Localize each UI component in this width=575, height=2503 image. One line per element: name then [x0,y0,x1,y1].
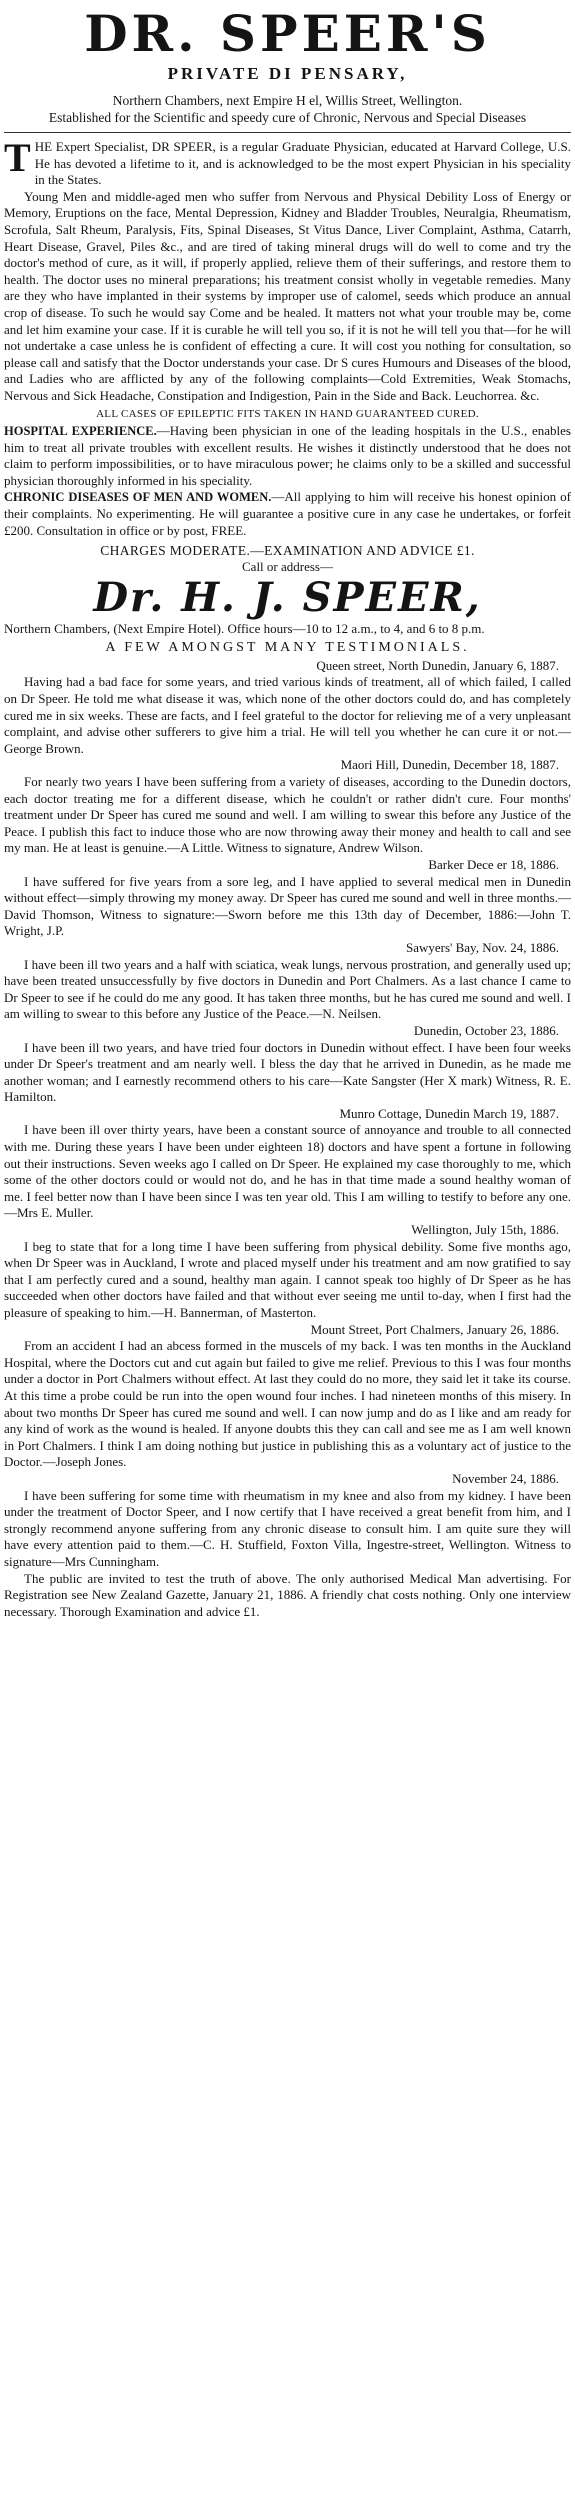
hospital-heading: HOSPITAL EXPERIENCE. [4,424,157,439]
closing-paragraph: The public are invited to test the truth of above. The only authorised Medical Man advertising. For Registration see New Zealand Gazette, January 21, 1886. A friendly chat costs nothing. Only one interview necessary. Thorough Examination and advice £1. [4,1570,571,1619]
ad-title: DR. SPEER'S [84,4,491,63]
hospital-paragraph [4,423,571,489]
testimonial [4,940,571,1023]
testimonial [4,658,571,758]
testimonial-text: I beg to state that for a long time I have been suffering from physical debility. Some five months ago, when Dr Speer was in Auckland, I wrote and placed myself under his treatment and am now gratified to say that I am perfectly cured and a sound, healthy man again. I cannot speak too highly of Dr Speer as he has succeeded when other doctors have failed and that without ever seeing me until to-day, when I first had the pleasure of speaking to him.—H. Bannerman, of Masterton. [4,1238,571,1320]
testimonial-location: Barker Dece er 18, 1886. [428,856,559,872]
testimonial [4,1023,571,1106]
doctor-signature: Dr. H. J. SPEER, [93,574,482,622]
testimonial [4,1222,571,1322]
testimonial [4,757,571,857]
epileptic-notice: ALL CASES OF EPILEPTIC FITS TAKEN IN HAND GUARANTEED CURED. [96,407,479,420]
drop-cap: T [4,135,31,180]
testimonials-list [4,658,571,1620]
established-line: Established for the Scientific and speedy cure of Chronic, Nervous and Special Diseases [48,110,527,125]
chronic-heading: CHRONIC DISEASES OF MEN AND WOMEN. [4,490,272,505]
testimonial-location: Mount Street, Port Chalmers, January 26, 1886. [310,1321,559,1337]
testimonial-location: November 24, 1886. [452,1470,559,1486]
ad-subtitle: PRIVATE DI PENSARY, [167,64,408,83]
testimonial-location: Dunedin, October 23, 1886. [413,1022,559,1038]
testimonial [4,857,571,940]
divider [4,132,571,133]
testimonial-text: I have been ill over thirty years, have been a constant source of annoyance and trouble to all connected with me. During these years I have been under eighteen 18) doctors and have spent a fortune in following out their instructions. Seven weeks ago I called on Dr Speer. He explained my case thoroughly to me, which some of the other doctors could or would not do, and he has in that time made a sound healthy woman of me. I feel better now than I have been since I was ten year old. This I am willing to testify to before any one.—Mrs E. Muller. [4,1122,571,1221]
hospital-text: —Having been physician in one of the leading hospitals in the U.S., enables him to treat all private troubles with excellent results. He wishes it distinctly understood that he does not claim to perform impossibilities, or to have miraculous power; he claims only to be a skilled and successful physician thoroughly informed in his speciality. [4,423,571,488]
chronic-paragraph [4,489,571,539]
address-line: Northern Chambers, next Empire H el, Willis Street, Wellington. [112,93,463,108]
intro-section [4,135,571,539]
testimonial-text: Having had a bad face for some years, and tried various kinds of treatment, all of which failed, I called on Dr Speer. He told me what disease it was, which none of the other doctors could do, and has completely cured me in six weeks. These are facts, and I feel grateful to the doctor for relieving me of a very unpleasant complaint, and advise other sufferers to give him a trial. He will tell you whether he can cure it or not.—George Brown. [4,674,571,756]
intro-text: HE Expert Specialist, DR SPEER, is a regular Graduate Physician, educated at Harvard College, U.S. He has devoted a lifetime to it, and is acknowledged to be the most expert Physician in his speciality in the States. [34,139,571,188]
charges-line: CHARGES MODERATE.—EXAMINATION AND ADVICE £1. [100,543,475,559]
testimonial-text: I have suffered for five years from a sore leg, and I have applied to several medical men in Dunedin without effect—simply throwing my money away. Dr Speer has cured me sound and well in three months.—David Thomson, Witness to signature:—Sworn before me this 13th day of December, 1886:—John T. Wright, J.P. [4,873,571,939]
testimonial [4,1106,571,1222]
call-address: Call or address— [242,559,333,575]
testimonial-location: Sawyers' Bay, Nov. 24, 1886. [405,939,559,955]
conditions-paragraph: Young Men and middle-aged men who suffer from Nervous and Physical Debility Loss of Energy or Memory, Eruptions on the face, Mental Depression, Kidney and Bladder Troubles, Neuralgia, Rheumatism, Scrofula, Salt Rheum, Paralysis, Fits, Spinal Diseases, St Vitus Dance, Liver Complaint, Asthma, Catarrh, Heart Disease, Gravel, Piles &c., and are tired of taking mineral drugs will do well to come and try the doctor's method of cure, as it will, if properly applied, relieve them of their sufferings, and restore them to health. The doctor uses no mineral preparations; his treatment consist wholly in vegetable remedies. Many are they who have implanted in their systems by improper use of calomel, seeds which produce an annual crop of disease. To such he would say Come and be healed. It matters not what your trouble may be, come and let him examine your case. If it is curable he will tell you so, if it is not he will tell you that—for he will not undertake a case unless he is confident of effecting a cure. It will cost you nothing for consultation, so please call and satisfy that the Doctor understands your case. Dr S cures Humours and Diseases of the blood, and Ladies who are afflicted by any of the following complaints—Cold Extremities, Weak Stomachs, Nervous and Sick Headache, Constipation and Indigestion, Pain in the Side and Back. Leuchorrea. &c. [4,188,571,403]
testimonial-text: I have been suffering for some time with rheumatism in my knee and also from my kidney. I have been under the treatment of Doctor Speer, and I now certify that I have received a great benefit from him, and I strongly recommend anyone suffering from any chronic disease to consult him. I am quite sure they will have every attention paid to them.—C. H. Stuffield, Foxton Villa, Ingestre-street, Wellington. Witness to signature—Mrs Cunningham. [4,1487,571,1569]
testimonial [4,1471,571,1571]
testimonial-text: I have been ill two years and a half with sciatica, weak lungs, nervous prostration, and generally used up; have been treated unsuccessfully by five doctors in Dunedin and Port Chalmers. As a last chance I came to Dr Speer to see if he could do me any good. It has taken three months, but he has cured me sound and well. I am willing to swear to this before any Justice of the Peace.—N. Neilsen. [4,956,571,1022]
testimonials-title: A FEW AMONGST MANY TESTIMONIALS. [105,639,470,655]
testimonial-text: From an accident I had an abcess formed in the muscels of my back. I was ten months in the Auckland Hospital, where the Doctors cut and cut again but failed to give me relief. Previous to this I was four months under a doctor in Port Chalmers without effect. At last they could do no more, they said let it take its course. At this time a probe could be run into the open wound four inches. I had nineteen months of this misery. In about two months Dr Speer has cured me sound and well. I can now jump and do as I like and am ready for any kind of work as the wound is healed. If anyone doubts this they can call and see me as I am well known in Port Chalmers. I think I am doing nothing but justice in publishing this as a voluntary act of justice to the Doctor.—Joseph Jones. [4,1338,571,1470]
testimonial [4,1322,571,1471]
intro-paragraph [4,135,571,189]
office-hours: Northern Chambers, (Next Empire Hotel). Office hours—10 to 12 a.m., to 4, and 6 to 8 p.m. [4,621,485,637]
testimonial-text: For nearly two years I have been suffering from a variety of diseases, according to the Dunedin doctors, each doctor treating me for a different disease, which he couldn't or rather didn't cure. Four months' treatment under Dr Speer has cured me sound and well. I am willing to swear this before any Justice of the Peace. I publish this fact to induce those who are now throwing away their money and health to call and see my man. He at least is genuine.—A Little. Witness to signature, Andrew Wilson. [4,774,571,856]
testimonial-location: Maori Hill, Dunedin, December 18, 1887. [340,757,559,773]
testimonial-location: Wellington, July 15th, 1886. [411,1222,559,1238]
testimonial-location: Queen street, North Dunedin, January 6, 1887. [316,657,559,673]
chronic-text: —All applying to him will receive his honest opinion of their complaints. No experimenting. He will guarantee a positive cure in any case he undertakes, or forfeit £200. Consultation in office or by post, FREE. [4,489,571,538]
testimonial-text: I have been ill two years, and have tried four doctors in Dunedin without effect. I have been four weeks under Dr Speer's treatment and am nearly well. I bless the day that he arrived in Dunedin, as he made me another woman; and I earnestly recommend others to his care—Kate Sangster (Her X mark) Witness, R. E. Hamilton. [4,1039,571,1105]
testimonial-location: Munro Cottage, Dunedin March 19, 1887. [339,1105,559,1121]
